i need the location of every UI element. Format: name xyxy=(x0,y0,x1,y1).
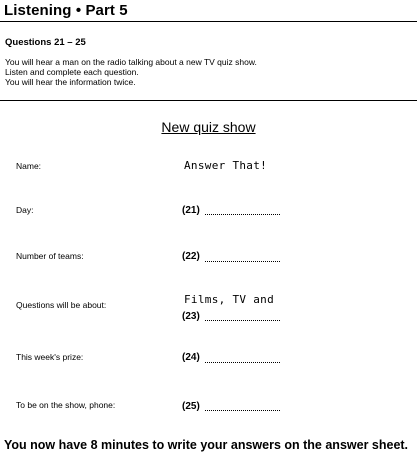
question-number-22: (22) xyxy=(182,251,200,262)
form-title xyxy=(0,119,417,137)
answer-field-24[interactable] xyxy=(205,362,280,363)
question-number-21: (21) xyxy=(182,205,200,216)
instruction-line: Listen and complete each question. xyxy=(5,67,139,77)
prefilled-answer-23: Films, TV and xyxy=(184,293,274,306)
field-label-day: Day: xyxy=(16,205,34,215)
form-title-text: New quiz show xyxy=(161,119,256,135)
section-title: Listening • Part 5 xyxy=(4,2,128,19)
field-label-number-of-teams: Number of teams: xyxy=(16,251,84,261)
field-label-phone: To be on the show, phone: xyxy=(16,400,116,410)
questions-range: Questions 21 – 25 xyxy=(5,37,86,48)
footer-instruction: You now have 8 minutes to write your answers on the answer sheet. xyxy=(4,438,409,452)
answer-field-22[interactable] xyxy=(205,261,280,262)
field-label-name: Name: xyxy=(16,161,42,171)
answer-name: Answer That! xyxy=(184,159,268,172)
instruction-line: You will hear the information twice. xyxy=(5,77,136,87)
instruction-line: You will hear a man on the radio talking about a new TV quiz show. xyxy=(5,57,257,67)
question-number-24: (24) xyxy=(182,352,200,363)
section-header xyxy=(0,0,417,22)
question-number-23: (23) xyxy=(182,311,200,322)
question-number-25: (25) xyxy=(182,401,200,412)
answer-field-21[interactable] xyxy=(205,214,280,215)
answer-field-23[interactable] xyxy=(205,320,280,321)
section-divider xyxy=(0,100,417,101)
field-label-prize: This week's prize: xyxy=(16,352,84,362)
instructions xyxy=(5,57,410,87)
field-label-questions-about: Questions will be about: xyxy=(16,300,107,310)
answer-field-25[interactable] xyxy=(205,410,280,411)
